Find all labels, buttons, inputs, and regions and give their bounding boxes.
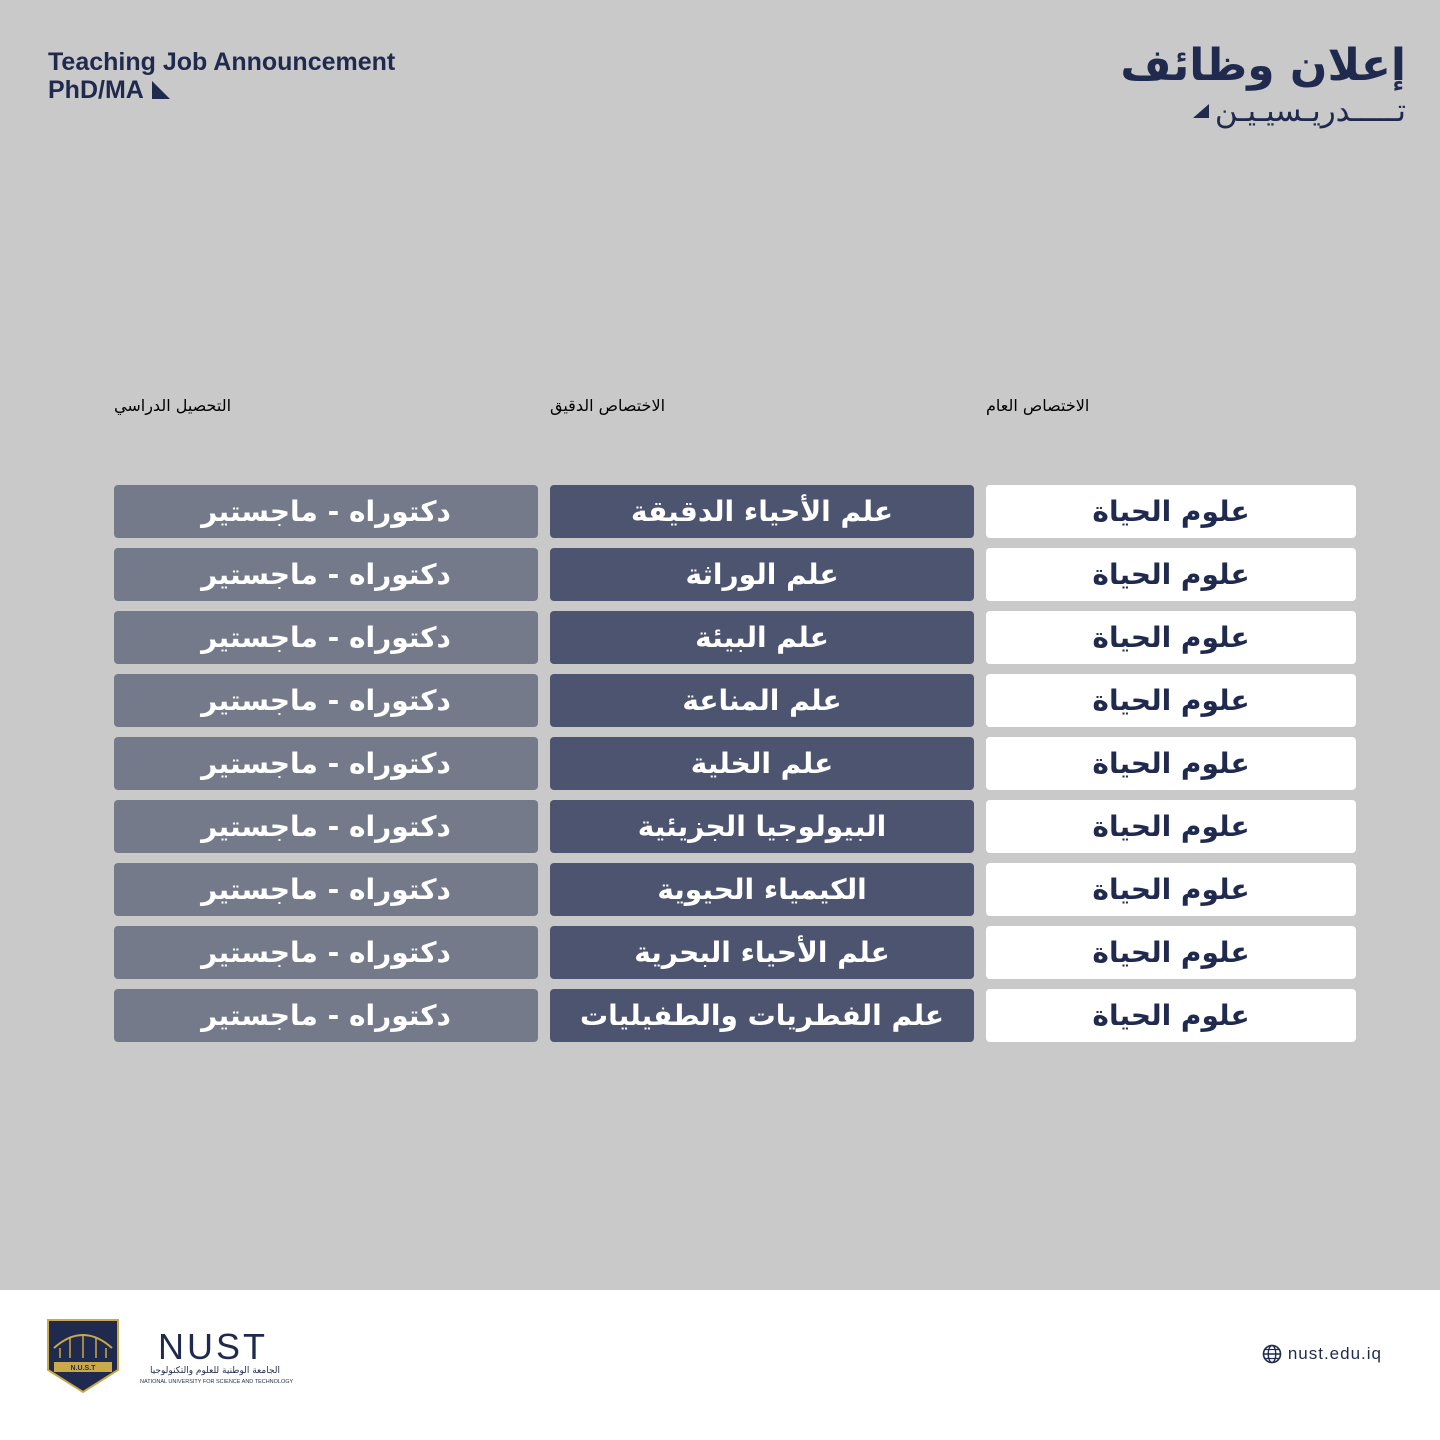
degree-cell: دكتوراه - ماجستير (114, 926, 538, 979)
general-cell: علوم الحياة (986, 863, 1356, 916)
general-cell: علوم الحياة (986, 737, 1356, 790)
english-title-block (48, 48, 395, 104)
general-cell: علوم الحياة (986, 611, 1356, 664)
general-cell: علوم الحياة (986, 989, 1356, 1042)
degree-cell: دكتوراه - ماجستير (114, 485, 538, 538)
english-title-line1: Teaching Job Announcement (48, 48, 396, 76)
english-title-line2-row (48, 76, 395, 104)
degree-cell: دكتوراه - ماجستير (114, 674, 538, 727)
general-cell: علوم الحياة (986, 548, 1356, 601)
column-header-degree: التحصيل الدراسي (114, 396, 232, 415)
degree-cell: دكتوراه - ماجستير (114, 989, 538, 1042)
triangle-icon (152, 81, 170, 99)
general-cell: علوم الحياة (986, 674, 1356, 727)
globe-icon (1262, 1344, 1282, 1364)
university-logo (46, 1318, 120, 1394)
arabic-title-line2-row (1106, 94, 1406, 128)
arabic-title-line2: تـــــدريـسيـيـن (1214, 93, 1406, 129)
university-name-ar: الجامعة الوطنية للعلوم والتكنولوجيا (150, 1366, 280, 1376)
arabic-title-line1: إعلان وظائف (1120, 40, 1406, 91)
degree-cell: دكتوراه - ماجستير (114, 800, 538, 853)
specialization-cell: علم الأحياء الدقيقة (550, 485, 974, 538)
specialization-cell: الكيمياء الحيوية (550, 863, 974, 916)
general-cell: علوم الحياة (986, 926, 1356, 979)
table-header (114, 396, 1357, 415)
degree-cell: دكتوراه - ماجستير (114, 863, 538, 916)
logo-text: N.U.S.T (70, 1365, 96, 1372)
website-text: nust.edu.iq (1287, 1344, 1382, 1363)
degree-cell: دكتوراه - ماجستير (114, 548, 538, 601)
triangle-icon (1193, 104, 1209, 118)
specialization-cell: علم الأحياء البحرية (550, 926, 974, 979)
general-cell: علوم الحياة (986, 485, 1356, 538)
university-name-en: NATIONAL UNIVERSITY FOR SCIENCE AND TECHNOLOGY (140, 1379, 294, 1385)
specialization-cell: البيولوجيا الجزيئية (550, 800, 974, 853)
specialization-cell: علم الخلية (550, 737, 974, 790)
english-title-line2: PhD/MA (48, 76, 144, 104)
degree-cell: دكتوراه - ماجستير (114, 737, 538, 790)
degree-cell: دكتوراه - ماجستير (114, 611, 538, 664)
specialization-cell: علم المناعة (550, 674, 974, 727)
brand-name: NUST (158, 1326, 268, 1367)
column-header-general: الاختصاص العام (986, 396, 1090, 415)
arabic-title-block (1106, 38, 1406, 128)
general-cell: علوم الحياة (986, 800, 1356, 853)
specialization-cell: علم البيئة (550, 611, 974, 664)
specialization-cell: علم الوراثة (550, 548, 974, 601)
column-header-specialization: الاختصاص الدقيق (550, 396, 666, 415)
jobs-table (114, 485, 1357, 1042)
website-link[interactable] (1262, 1344, 1382, 1364)
specialization-cell: علم الفطريات والطفيليات (550, 989, 974, 1042)
